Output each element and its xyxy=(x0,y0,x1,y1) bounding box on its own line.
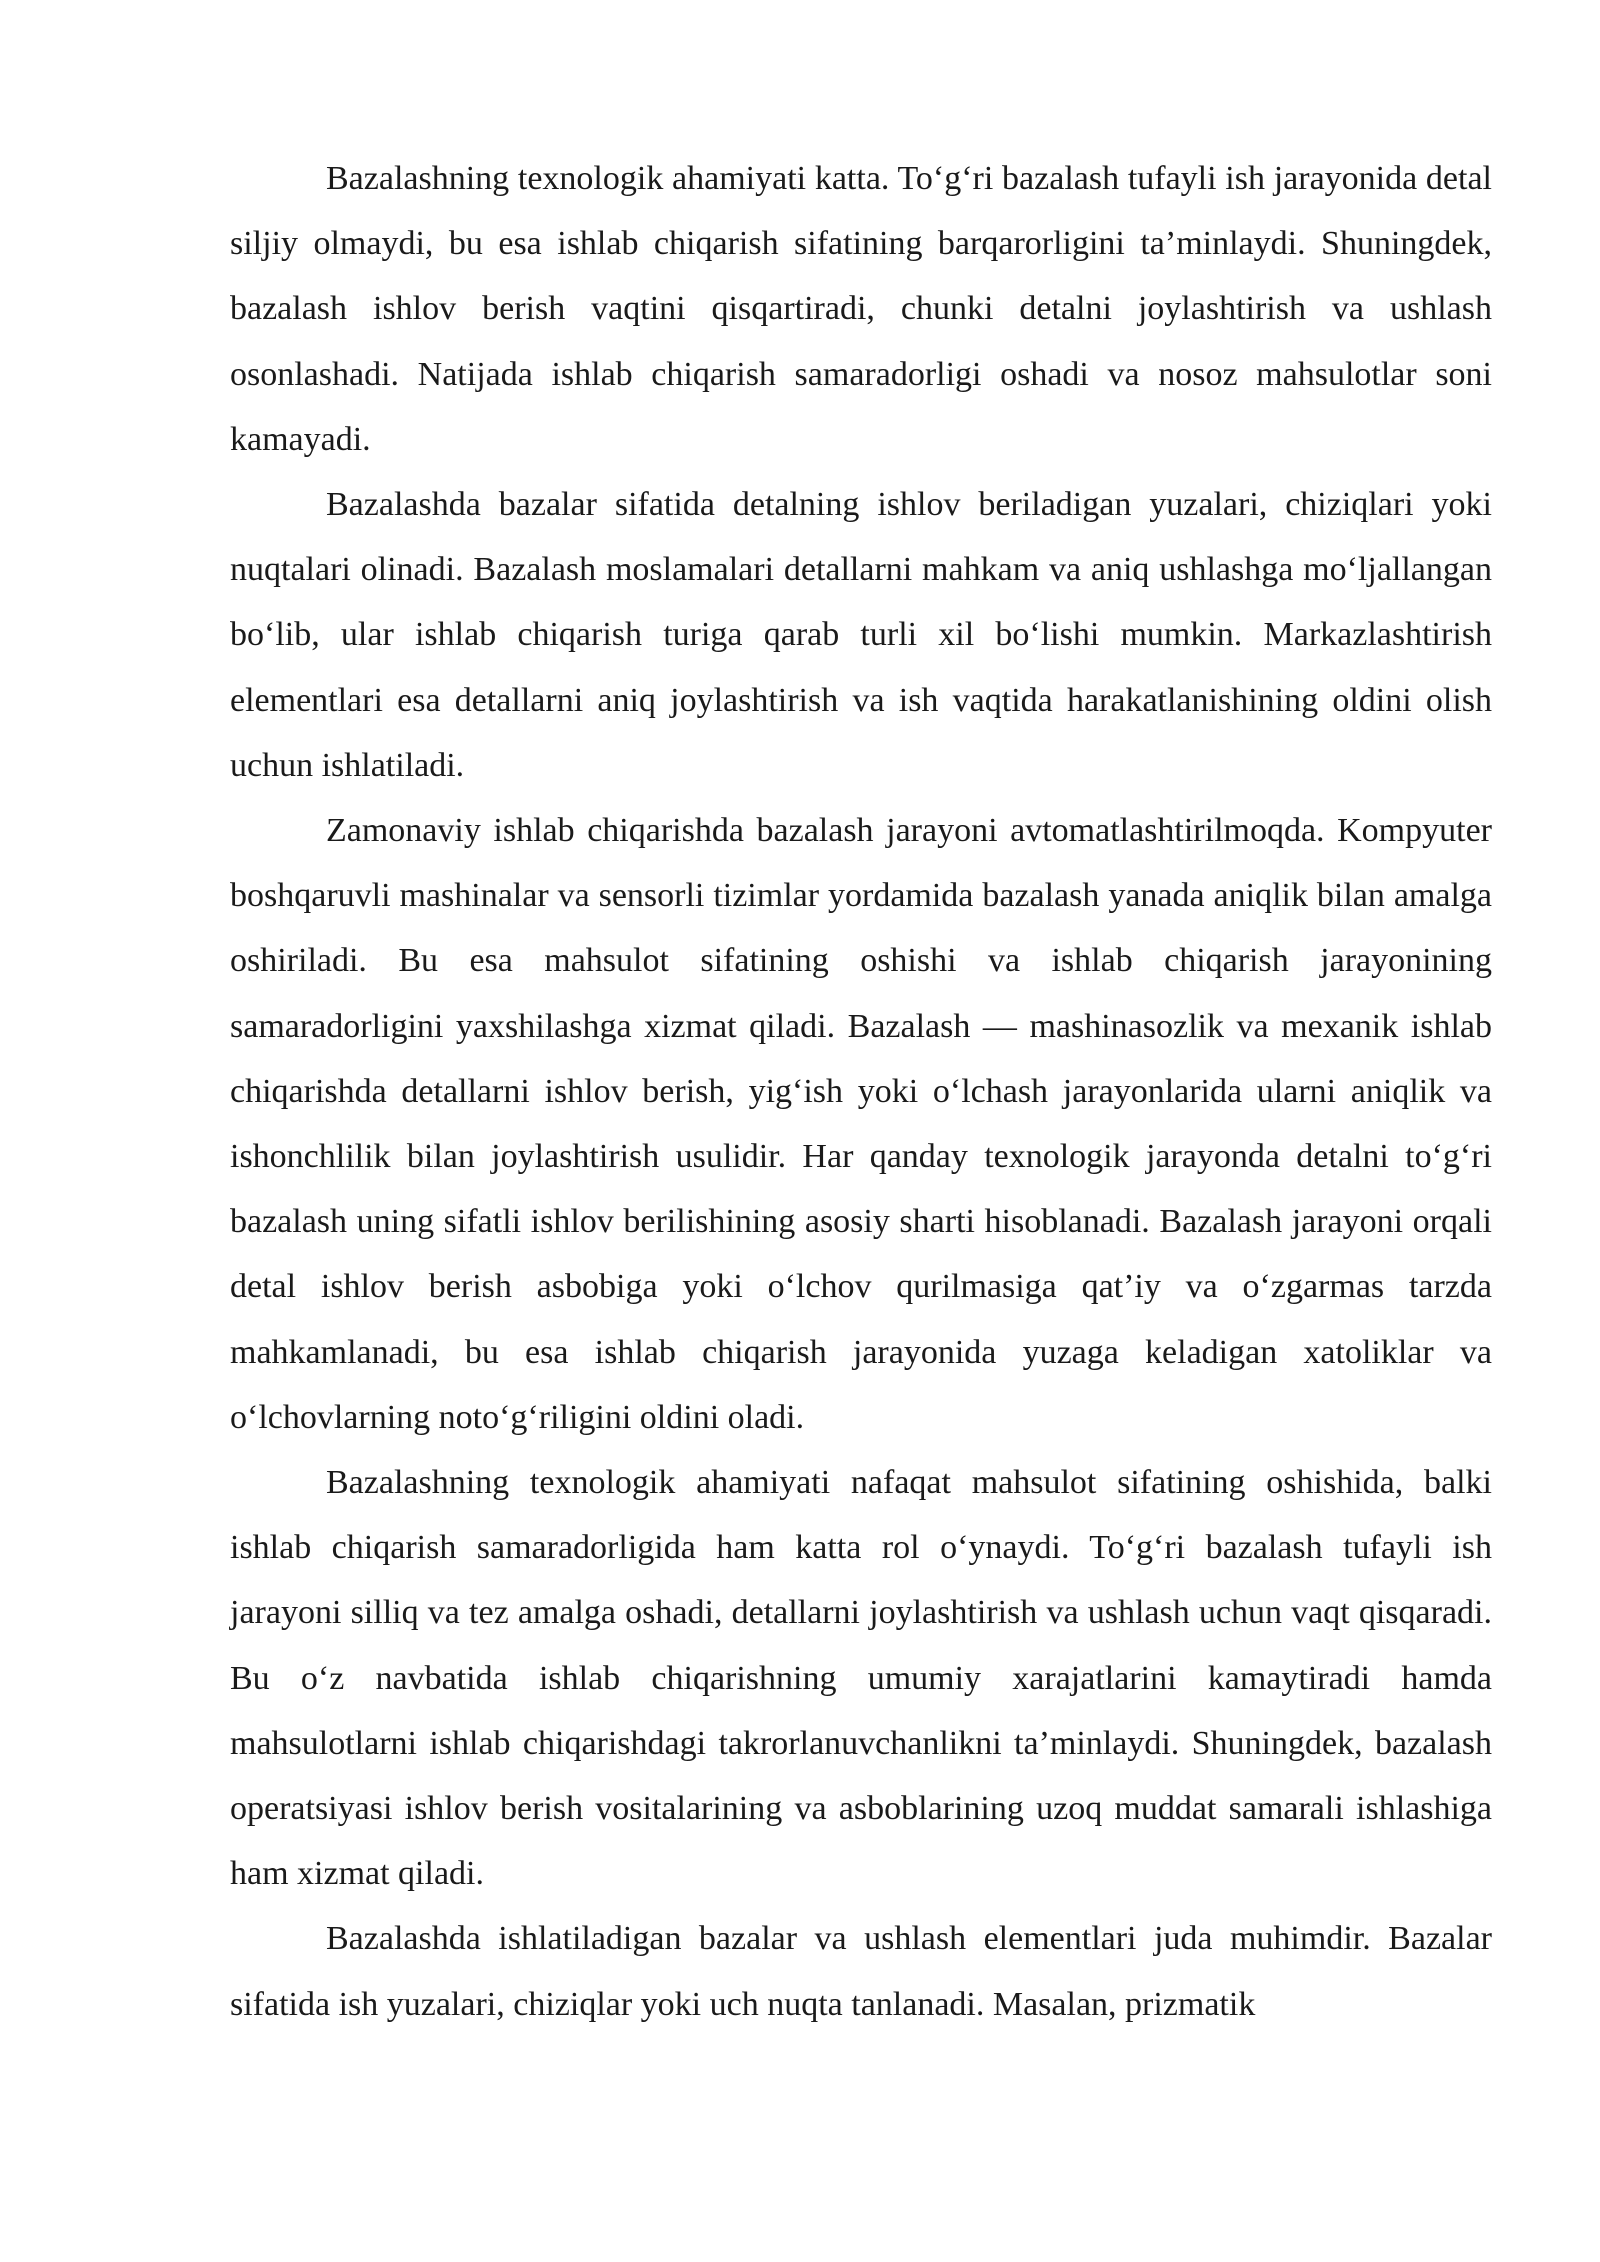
paragraph-1: Bazalashning texnologik ahamiyati katta. To‘g‘ri bazalash tufayli ish jarayonida detal siljiy olmaydi, bu esa ishlab chiqarish sifatining barqarorligini ta’minlaydi. Shuningdek, bazalash ishlov berish vaqtini qisqartiradi, chunki detalni joylashtirish va ushlash osonlashadi. Natijada ishlab chiqarish samaradorligi oshadi va nosoz mahsulotlar soni kamayadi. xyxy=(230,160,1492,458)
paragraph-2: Bazalashda bazalar sifatida detalning ishlov beriladigan yuzalari, chiziqlari yoki nuqtalari olinadi. Bazalash moslamalari detallarni mahkam va aniq ushlashga mo‘ljallangan bo‘lib, ular ishlab chiqarish turiga qarab turli xil bo‘lishi mumkin. Markazlashtirish elementlari esa detallarni aniq joylashtirish va ish vaqtida harakatlanishining oldini olish uchun ishlatiladi. xyxy=(230,486,1492,784)
paragraph-3: Zamonaviy ishlab chiqarishda bazalash jarayoni avtomatlashtirilmoqda. Kompyuter boshqaruvli mashinalar va sensorli tizimlar yordamida bazalash yanada aniqlik bilan amalga oshiriladi. Bu esa mahsulot sifatining oshishi va ishlab chiqarish jarayonining samaradorligini yaxshilashga xizmat qiladi. Bazalash — mashinasozlik va mexanik ishlab chiqarishda detallarni ishlov berish, yig‘ish yoki o‘lchash jarayonlarida ularni aniqlik va ishonchlilik bilan joylashtirish usulidir. Har qanday texnologik jarayonda detalni to‘g‘ri bazalash uning sifatli ishlov berilishining asosiy sharti hisoblanadi. Bazalash jarayoni orqali detal ishlov berish asbobiga yoki o‘lchov qurilmasiga qat’iy va o‘zgarmas tarzda mahkamlanadi, bu esa ishlab chiqarish jarayonida yuzaga keladigan xatoliklar va o‘lchovlarning noto‘g‘riligini oldini oladi. xyxy=(230,812,1492,1436)
paragraph-4: Bazalashning texnologik ahamiyati nafaqat mahsulot sifatining oshishida, balki ishlab chiqarish samaradorligida ham katta rol o‘ynaydi. To‘g‘ri bazalash tufayli ish jarayoni silliq va tez amalga oshadi, detallarni joylashtirish va ushlash uchun vaqt qisqaradi. Bu o‘z navbatida ishlab chiqarishning umumiy xarajatlarini kamaytiradi hamda mahsulotlarni ishlab chiqarishdagi takrorlanuvchanlikni ta’minlaydi. Shuningdek, bazalash operatsiyasi ishlov berish vositalarining va asboblarining uzoq muddat samarali ishlashiga ham xizmat qiladi. xyxy=(230,1464,1492,1893)
paragraph-5: Bazalashda ishlatiladigan bazalar va ushlash elementlari juda muhimdir. Bazalar sifatida ish yuzalari, chiziqlar yoki uch nuqta tanlanadi. Masalan, prizmatik xyxy=(230,1920,1492,2023)
document-body xyxy=(230,146,1492,2037)
